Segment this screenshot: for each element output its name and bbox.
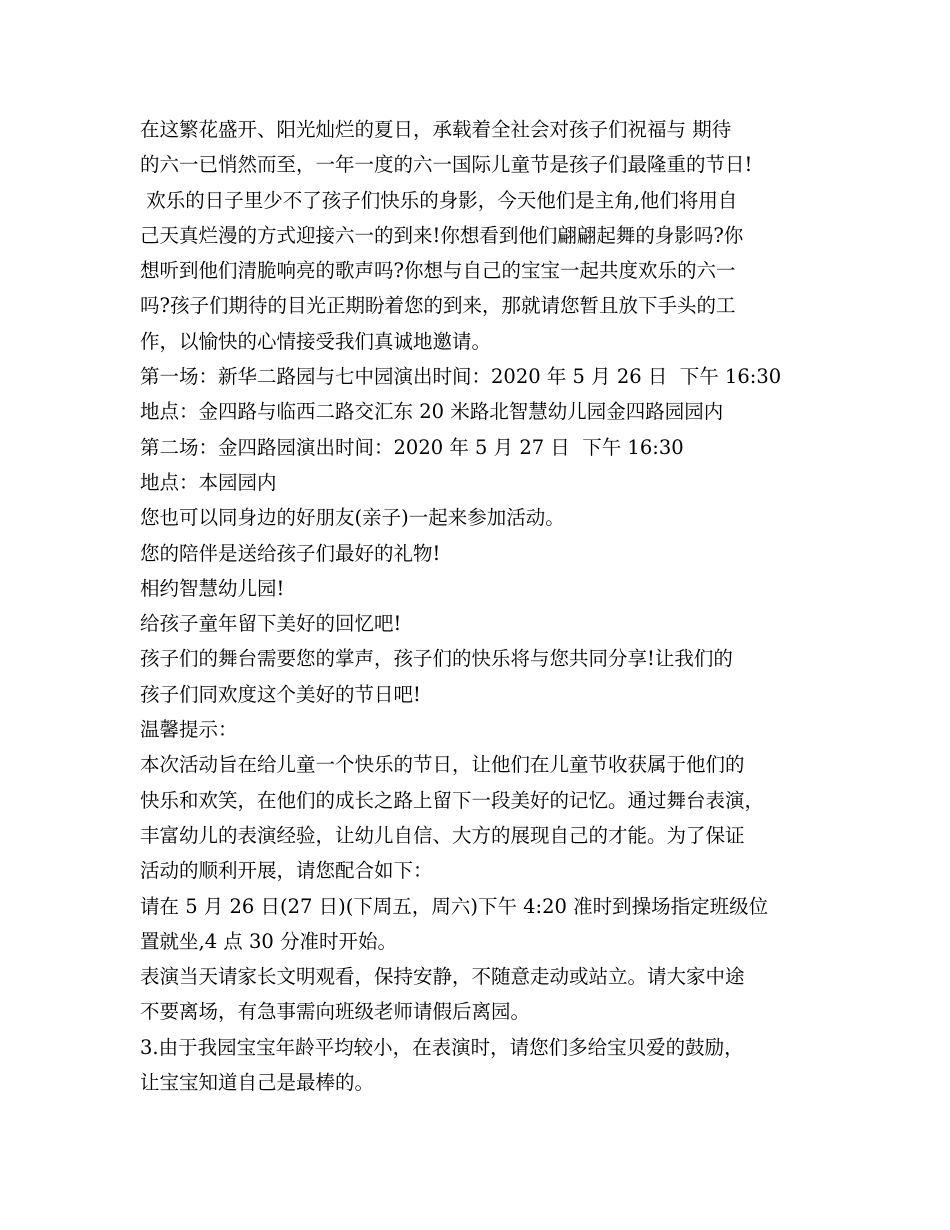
text-line: 孩子们同欢度这个美好的节日吧! bbox=[140, 682, 421, 706]
text-line: 吗?孩子们期待的目光正期盼着您的到来，那就请您暂且放下手头的工 bbox=[140, 294, 736, 318]
text-line: 您的陪伴是送给孩子们最好的礼物! bbox=[140, 541, 441, 565]
text-line: 想听到他们清脆响亮的歌声吗?你想与自己的宝宝一起共度欢乐的六一 bbox=[140, 259, 736, 283]
text-line: 本次活动旨在给儿童一个快乐的节日，让他们在儿童节收获属于他们的 bbox=[140, 753, 745, 777]
text-line: 给孩子童年留下美好的回忆吧! bbox=[140, 612, 402, 636]
text-line: 您也可以同身边的好朋友(亲子)一起来参加活动。 bbox=[140, 506, 565, 530]
reminder-heading: 温馨提示： bbox=[140, 718, 238, 742]
text-line: 让宝宝知道自己是最棒的。 bbox=[140, 1071, 375, 1095]
text-line: 表演当天请家长文明观看，保持安静，不随意走动或站立。请大家中途 bbox=[140, 965, 745, 989]
first-show-time: 第一场：新华二路园与七中园演出时间：2020 年 5 月 26 日 下午 16:30 bbox=[140, 365, 782, 389]
invitation-text-body bbox=[140, 112, 830, 1100]
text-line: 作，以愉快的心情接受我们真诚地邀请。 bbox=[140, 329, 492, 353]
text-line: 丰富幼儿的表演经验，让幼儿自信、大方的展现自己的才能。为了保证 bbox=[140, 823, 745, 847]
text-line: 不要离场，有急事需向班级老师请假后离园。 bbox=[140, 1000, 531, 1024]
text-line: 欢乐的日子里少不了孩子们快乐的身影，今天他们是主角,他们将用自 bbox=[140, 188, 738, 212]
text-line: 孩子们的舞台需要您的掌声，孩子们的快乐将与您共同分享!让我们的 bbox=[140, 647, 733, 671]
second-show-time: 第二场：金四路园演出时间：2020 年 5 月 27 日 下午 16:30 bbox=[140, 435, 684, 459]
text-line: 的六一已悄然而至，一年一度的六一国际儿童节是孩子们最隆重的节日! bbox=[140, 153, 753, 177]
text-line: 请在 5 月 26 日(27 日)(下周五，周六)下午 4:20 准时到操场指定班级位 bbox=[140, 894, 769, 918]
text-line: 己天真烂漫的方式迎接六一的到来!你想看到他们翩翩起舞的身影吗?你 bbox=[140, 223, 744, 247]
text-line: 3.由于我园宝宝年龄平均较小，在表演时，请您们多给宝贝爱的鼓励， bbox=[140, 1035, 744, 1059]
text-line: 快乐和欢笑，在他们的成长之路上留下一段美好的记忆。通过舞台表演， bbox=[140, 788, 765, 812]
text-line: 相约智慧幼儿园! bbox=[140, 576, 285, 600]
text-line: 置就坐,4 点 30 分准时开始。 bbox=[140, 929, 398, 953]
text-line: 在这繁花盛开、阳光灿烂的夏日，承载着全社会对孩子们祝福与 期待 bbox=[140, 118, 732, 141]
first-show-location: 地点：金四路与临西二路交汇东 20 米路北智慧幼儿园金四路园园内 bbox=[140, 400, 724, 424]
second-show-location: 地点：本园园内 bbox=[140, 470, 277, 494]
text-line: 活动的顺利开展，请您配合如下： bbox=[140, 859, 433, 883]
